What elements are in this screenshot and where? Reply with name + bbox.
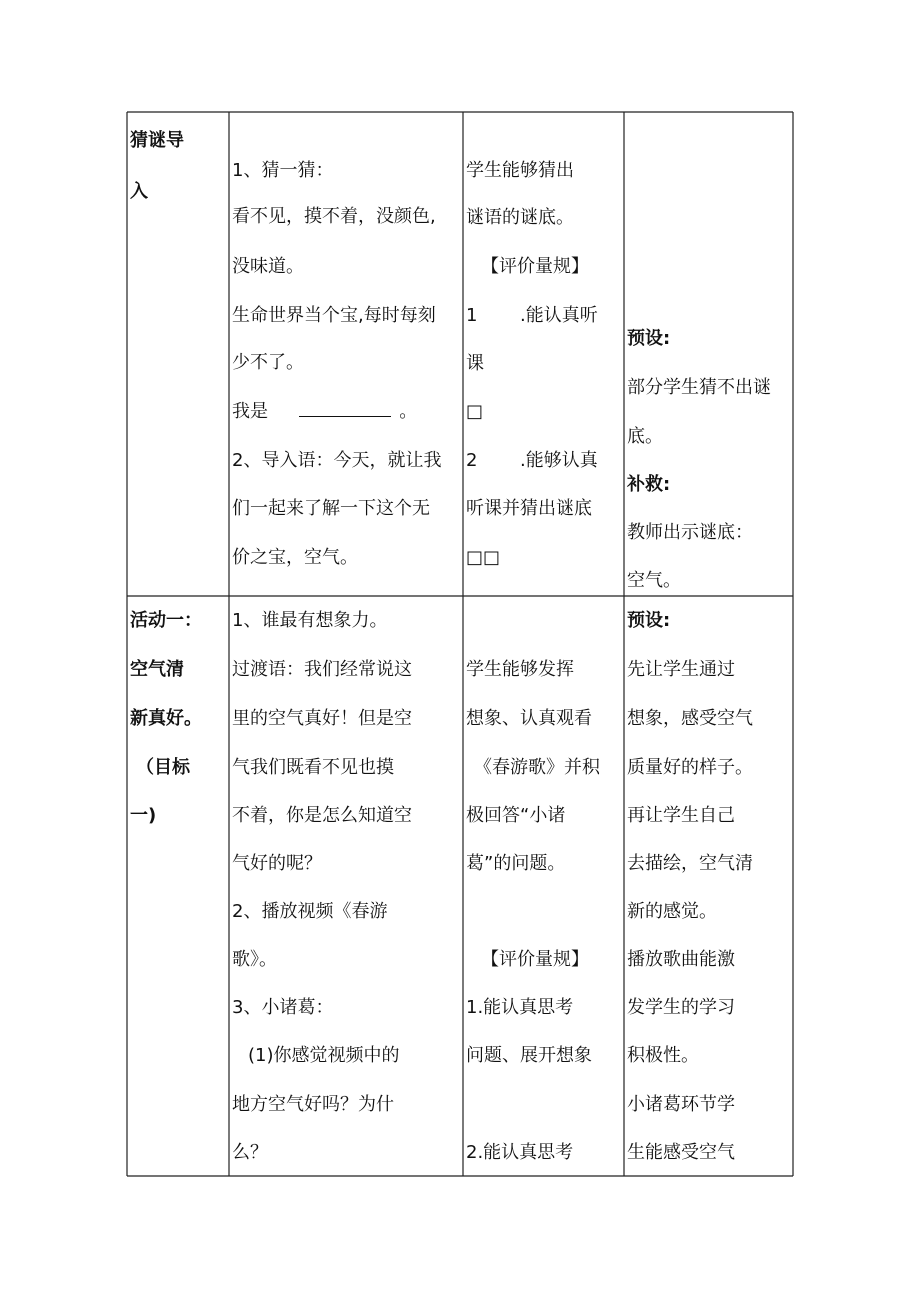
rubric-item-text: .能够认真: [520, 450, 598, 471]
assessment-line: 极回答“小诸: [466, 805, 566, 826]
design-line: 部分学生猜不出谜: [627, 377, 771, 398]
stage-text: （目标: [136, 757, 190, 778]
design-line: 去描绘，空气清: [627, 853, 753, 874]
design-line: 空气。: [627, 570, 681, 591]
rubric-item-text: .能认真听: [520, 305, 598, 326]
stage-text: 空气清: [130, 659, 184, 680]
assessment-line: 学生能够猜出: [466, 160, 574, 181]
assessment-line: 听课并猜出谜底: [466, 498, 592, 519]
activity-line: 生命世界当个宝,每时每刻: [232, 305, 436, 326]
activity-text: 。: [399, 401, 418, 422]
design-line: 生能感受空气: [627, 1142, 735, 1163]
activity-line: 2、导入语：今天，就让我: [232, 450, 442, 471]
riddle-answer-line: [232, 401, 417, 423]
activity-line: 2、播放视频《春游: [232, 901, 388, 922]
assessment-line: 课: [466, 353, 484, 374]
design-line: 发学生的学习: [627, 997, 735, 1018]
activity-line: 1、猜一猜：: [232, 160, 334, 181]
stage-text: 一): [130, 805, 157, 826]
activity-line: 价之宝，空气。: [232, 547, 358, 568]
activity-line: 不着，你是怎么知道空: [232, 805, 412, 826]
activity-line: 歌》。: [232, 949, 277, 970]
activity-line: 1、谁最有想象力。: [232, 610, 388, 631]
assessment-line: 问题、展开想象: [466, 1045, 592, 1066]
assessment-line: 想象、认真观看: [466, 708, 592, 729]
activity-line: 里的空气真好！但是空: [232, 708, 412, 729]
rubric-heading: 【评价量规】: [481, 256, 589, 277]
assessment-line: 葛”的问题。: [466, 853, 566, 874]
activity-line: 气好的呢？: [232, 853, 322, 874]
activity-line: 少不了。: [232, 352, 304, 373]
answer-blank: [299, 402, 391, 417]
design-line: 想象，感受空气: [627, 708, 753, 729]
design-line: 小诸葛环节学: [627, 1094, 735, 1115]
design-line: 新的感觉。: [627, 901, 717, 922]
checkbox-glyph: □: [466, 401, 484, 422]
assessment-line: 1.能认真思考: [466, 997, 574, 1018]
activity-line: (1)你感觉视频中的: [248, 1045, 400, 1066]
activity-line: 没味道。: [232, 256, 304, 277]
stage-text: 猜谜导: [130, 130, 184, 151]
design-line: 再让学生自己: [627, 805, 735, 826]
checkbox-glyph: □□: [466, 547, 501, 568]
activity-line: 过渡语：我们经常说这: [232, 659, 412, 680]
activity-line: 3、小诸葛：: [232, 997, 334, 1018]
assessment-line: 2.能认真思考: [466, 1142, 574, 1163]
design-line: 底。: [627, 426, 663, 447]
activity-line: 地方空气好吗？为什: [232, 1094, 394, 1115]
stage-text: 入: [130, 181, 148, 202]
design-line: 先让学生通过: [627, 659, 735, 680]
design-heading: 预设:: [627, 610, 671, 631]
assessment-line: 学生能够发挥: [466, 659, 574, 680]
design-heading: 预设:: [627, 328, 671, 349]
design-line: 质量好的样子。: [627, 757, 753, 778]
stage-text: 活动一：: [130, 610, 202, 631]
activity-text: 我是: [232, 401, 268, 422]
stage-text: 新真好。: [130, 708, 202, 729]
activity-line: 气我们既看不见也摸: [232, 757, 394, 778]
rubric-item-number: 1: [466, 305, 478, 326]
design-line: 积极性。: [627, 1045, 699, 1066]
activity-line: 看不见，摸不着，没颜色,: [232, 206, 436, 227]
design-heading: 补救:: [627, 474, 671, 495]
rubric-heading: 【评价量规】: [481, 949, 589, 970]
assessment-line: 谜语的谜底。: [466, 207, 574, 228]
design-line: 教师出示谜底：: [627, 522, 753, 543]
assessment-line: 《春游歌》并积: [474, 757, 600, 778]
rubric-item-number: 2: [466, 450, 478, 471]
activity-line: 么？: [232, 1142, 268, 1163]
design-line: 播放歌曲能激: [627, 949, 735, 970]
activity-line: 们一起来了解一下这个无: [232, 498, 430, 519]
